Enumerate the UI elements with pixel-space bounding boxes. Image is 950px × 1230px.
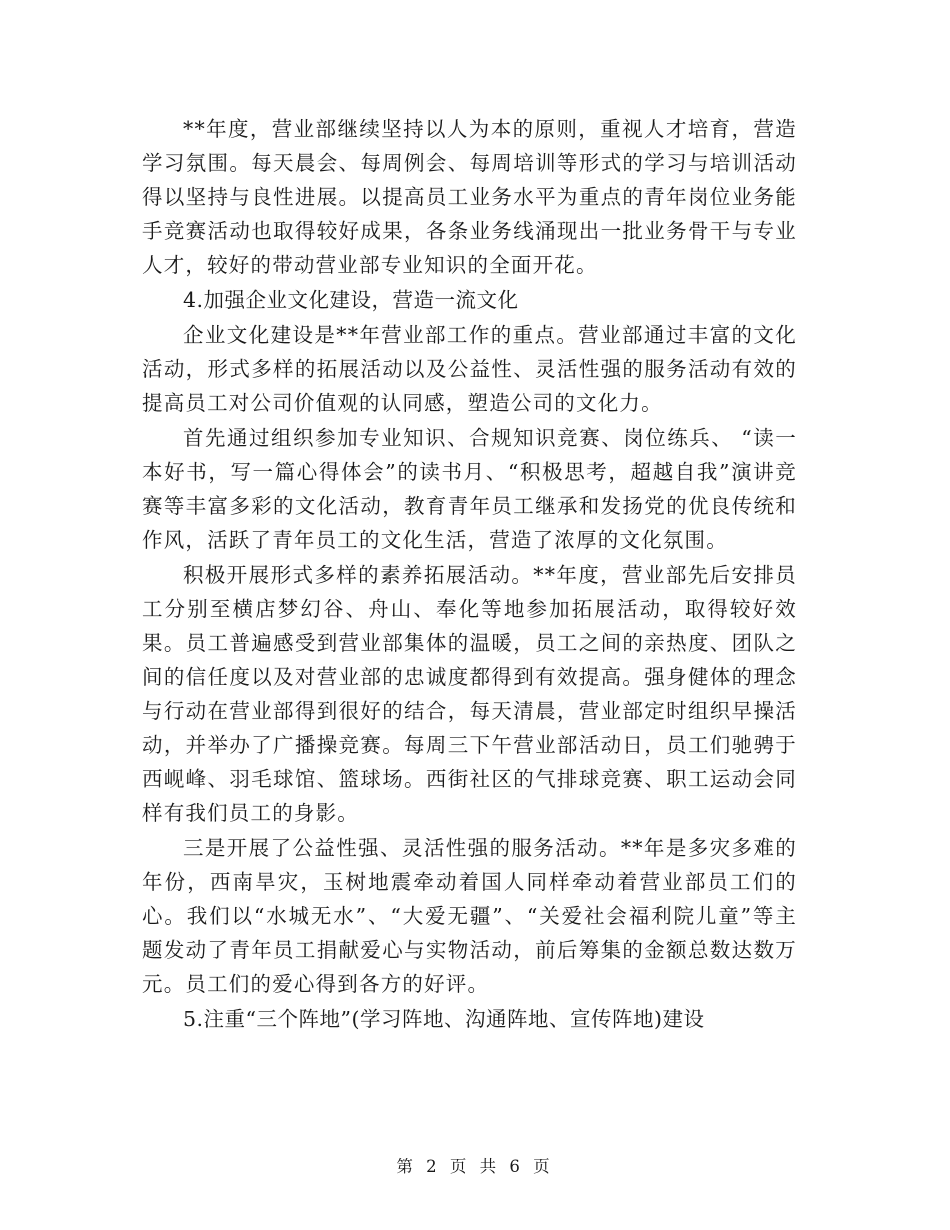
section-heading-three-positions: 5.注重“三个阵地”(学习阵地、沟通阵地、宣传阵地)建设 bbox=[183, 1007, 705, 1031]
section-heading-corporate-culture: 4.加强企业文化建设，营造一流文化 bbox=[183, 288, 519, 312]
paragraph-public-service: 三是开展了公益性强、灵活性强的服务活动。**年是多灾多难的年份，西南旱灾，玉树地震牵动着国人同样牵动着营业部员工们的心。我们以“水城无水”、“大爱无疆”、“关爱社会福利院儿童”等主题发动了青年员工捐献爱心与实物活动，前后筹集的金额总数达数万元。员工们的爱心得到各方的好评。 bbox=[142, 836, 797, 996]
paragraph-culture-overview: 企业文化建设是**年营业部工作的重点。营业部通过丰富的文化活动，形式多样的拓展活动以及公益性、灵活性强的服务活动有效的提高员工对公司价值观的认同感，塑造公司的文化力。 bbox=[142, 323, 797, 415]
page-number-footer: 第 2 页 共 6 页 bbox=[396, 1157, 554, 1176]
paragraph-culture-activities: 首先通过组织参加专业知识、合规知识竞赛、岗位练兵、 “读一本好书，写一篇心得体会”的读书月、“积极思考，超越自我”演讲竞赛等丰富多彩的文化活动，教育青年员工继承和发扬党的优良传统和作风，活跃了青年员工的文化生活，营造了浓厚的文化氛围。 bbox=[142, 426, 797, 552]
paragraph-talent-training: **年度，营业部继续坚持以人为本的原则，重视人才培育，营造学习氛围。每天晨会、每周例会、每周培训等形式的学习与培训活动得以坚持与良性进展。以提高员工业务水平为重点的青年岗位业务能手竞赛活动也取得较好成果，各条业务线涌现出一批业务骨干与专业人才，较好的带动营业部专业知识的全面开花。 bbox=[142, 117, 797, 277]
paragraph-outreach-activities: 积极开展形式多样的素养拓展活动。**年度，营业部先后安排员工分别至横店梦幻谷、舟山、奉化等地参加拓展活动，取得较好效果。员工普遍感受到营业部集体的温暖，员工之间的亲热度、团队之间的信任度以及对营业部的忠诚度都得到有效提高。强身健体的理念与行动在营业部得到很好的结合，每天清晨，营业部定时组织早操活动，并举办了广播操竞赛。每周三下午营业部活动日，员工们驰骋于西岘峰、羽毛球馆、篮球场。西街社区的气排球竞赛、职工运动会同样有我们员工的身影。 bbox=[142, 563, 797, 825]
document-body bbox=[142, 112, 797, 1037]
